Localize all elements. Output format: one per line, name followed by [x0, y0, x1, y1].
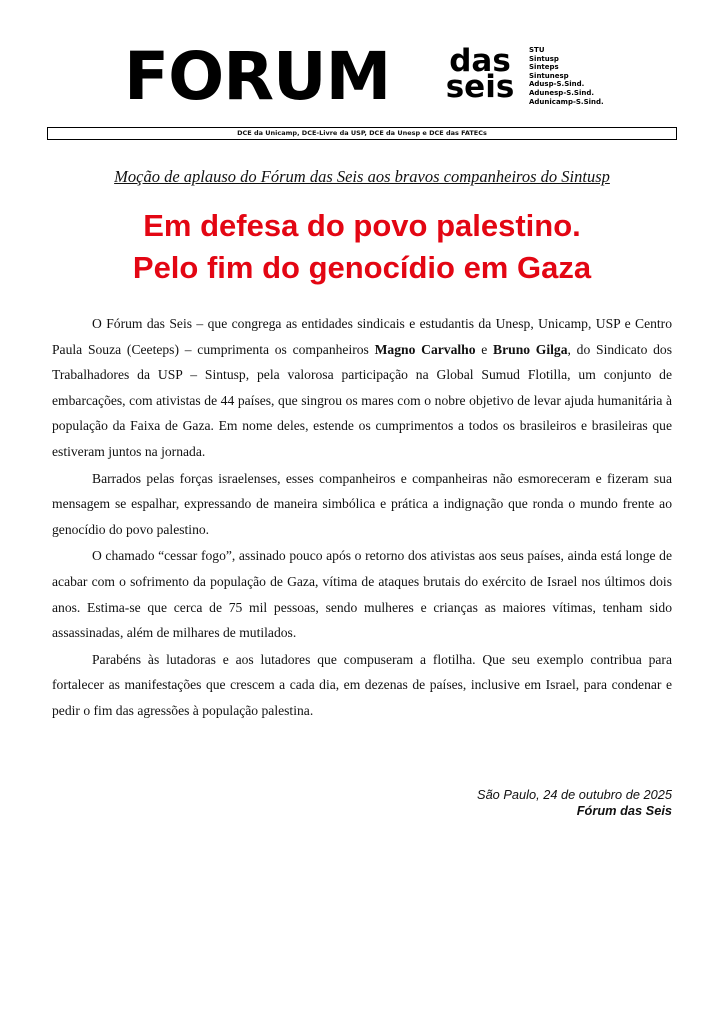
- p1-and: e: [475, 341, 494, 357]
- logo-seis-word: seis: [445, 69, 515, 105]
- member-org: Sinteps: [529, 63, 559, 72]
- signature: Fórum das Seis: [576, 803, 672, 818]
- body-text: [52, 311, 672, 725]
- logo-das-seis: [442, 43, 518, 105]
- name-magno: Magno Carvalho: [374, 341, 476, 357]
- student-entities-bar: DCE da Unicamp, DCE-Livre da USP, DCE da Unesp e DCE das FATECs: [47, 127, 677, 140]
- member-org: STU: [529, 46, 545, 54]
- member-org: Adusp-S.Sind.: [529, 80, 585, 89]
- p1-text-a: O Fórum das Seis – que congrega as entidades sindicais e estudantis da Unesp, Unicamp, USP e Centro Paula Souza (Ceeteps) – cumprimenta os companheiros: [52, 316, 672, 357]
- member-org: Sintusp: [529, 54, 559, 63]
- logo-das-word: das: [449, 43, 511, 79]
- paragraph-3: O chamado “cessar fogo”, assinado pouco após o retorno dos ativistas aos seus países, ainda está longe de acabar com o sofrimento da população de Gaza, vítima de ataques brutais do exército de Israel nos últimos dois anos. Estima-se que cerca de 75 mil pessoas, sendo mulheres e crianças as maiores vítimas, tenham sido assassinadas, além de milhares de mutilados.: [52, 548, 672, 641]
- closing-block: [477, 787, 672, 819]
- paragraph-1: [52, 311, 672, 465]
- paragraph-2: Barrados pelas forças israelenses, esses companheiros e companheiras não esmoreceram e fizeram sua mensagem se espalhar, expressando de maneira simbólica e prática a indignação que ronda o mundo frente ao genocídio do povo palestino.: [52, 470, 672, 537]
- document-subtitle: Moção de aplauso do Fórum das Seis aos bravos companheiros do Sintusp: [114, 167, 610, 186]
- headline: [0, 205, 724, 289]
- p1-text-b: , do Sindicato dos Trabalhadores da USP – Sintusp, pela valorosa participação na Global Sumud Flotilla, um conjunto de embarcações, com ativistas de 44 países, que singrou os mares com o nobre objetivo de levar ajuda humanitária à população da Faixa de Gaza. Em nome deles, estende os cumprimentos a todos os brasileiros e brasileiras que estiveram juntos na jornada.: [52, 341, 672, 459]
- member-org: Adunesp-S.Sind.: [529, 88, 595, 97]
- member-org: Sintunesp: [529, 71, 569, 80]
- place-date: São Paulo, 24 de outubro de 2025: [477, 787, 672, 802]
- headline-line-1: Em defesa do povo palestino.: [143, 208, 581, 243]
- member-orgs-list: [529, 46, 604, 106]
- name-bruno: Bruno Gilga: [493, 341, 568, 357]
- headline-line-2: Pelo fim do genocídio em Gaza: [132, 250, 592, 285]
- logo-forum-word: FORUM: [124, 38, 391, 115]
- member-org: Adunicamp-S.Sind.: [529, 97, 604, 106]
- paragraph-4: Parabéns às lutadoras e aos lutadores que compuseram a flotilha. Que seu exemplo contribua para fortalecer as manifestações que crescem a cada dia, em dezenas de países, inclusive em Israel, para condenar e pedir o fim das agressões à população palestina.: [52, 651, 672, 718]
